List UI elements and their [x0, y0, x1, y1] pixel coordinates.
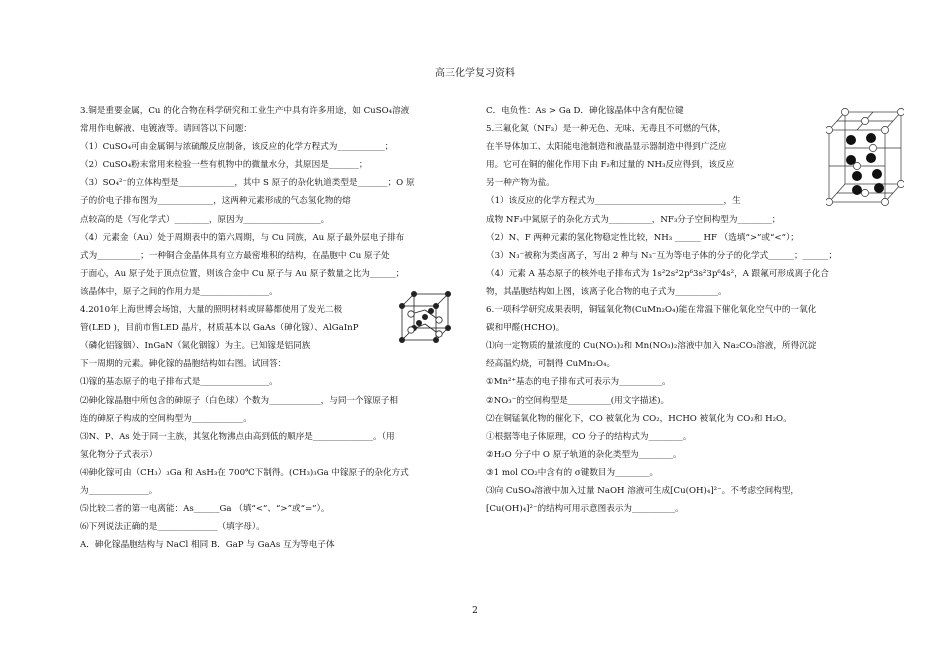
text-line: 点较高的是（写化学式）________，原因为__________________。 [80, 214, 330, 225]
text-line: 常用作电解液、电镀液等。请回答以下问题： [80, 124, 252, 135]
text-line: ⑶N、P、As 处于同一主族，其氢化物沸点由高到低的顺序是______________。（用 [80, 431, 395, 442]
text-line: （3）N₃⁻被称为类卤离子，写出 2 种与 N₃⁻互为等电子体的分子的化学式______；______； [486, 250, 837, 261]
text-line: 氢化物分子式表示） [80, 449, 158, 460]
text-line: ⑵在铜锰氧化物的催化下，CO 被氧化为 CO₂，HCHO 被氧化为 CO₂和 H₂O。 [486, 413, 792, 424]
text-line: 4.2010年上海世博会场馆，大量的照明材料或屏幕都使用了发光二极 [80, 305, 343, 316]
text-line: （1）CuSO₄可由金属铜与浓硫酸反应制备，该反应的化学方程式为___________； [80, 142, 394, 153]
gaas-crystal-cell-figure [398, 290, 452, 346]
text-line: 于面心，Au 原子处于顶点位置，则该合金中 Cu 原子与 Au 原子数量之比为______； [80, 268, 405, 279]
text-line: 用。它可在铜的催化作用下由 F₂和过量的 NH₃反应得到，该反应 [486, 160, 735, 171]
right-column [486, 102, 878, 518]
text-line: 6.一项科学研究成果表明，铜锰氧化物(CuMn₂O₄)能在常温下催化氧化空气中的一氧化 [486, 305, 817, 316]
text-line: 连的砷原子构成的空间构型为____________。 [80, 413, 252, 424]
text-line: （磷化铝镓铟）、InGaN（氮化铟镓）为主。已知镓是铝同族 [80, 341, 311, 352]
text-line: ⑹下列说法正确的是______________（填字母）。 [80, 522, 265, 533]
text-line: ①Mn²⁺基态的电子排布式可表示为__________。 [486, 377, 671, 388]
text-line: （2）CuSO₄粉末常用来检验一些有机物中的微量水分，其原因是_______； [80, 160, 368, 171]
text-line: （4）元素金（Au）处于周期表中的第六周期，与 Cu 同族，Au 原子最外层电子排布 [80, 232, 405, 243]
ionic-crystal-cell-figure [826, 108, 904, 206]
text-line: 为______________。 [80, 485, 158, 496]
text-line: ⑵砷化镓晶胞中所包含的砷原子（白色球）个数为____________，与同一个镓原子相 [80, 395, 398, 406]
text-line: ②H₂O 分子中 O 原子轨道的杂化类型为________。 [486, 449, 682, 460]
text-line: ③1 mol CO₂中含有的 σ键数目为________。 [486, 467, 659, 478]
text-line: ⑴向一定物质的量浓度的 Cu(NO₃)₂和 Mn(NO₃)₂溶液中加入 Na₂CO₃溶液，所得沉淀 [486, 341, 817, 352]
text-line: 另一种产物为盐。 [486, 178, 555, 189]
text-line: ⑷砷化镓可由（CH₃）₃Ga 和 AsH₃在 700℃下制得。(CH₃)₃Ga 中镓原子的杂化方式 [80, 467, 409, 478]
text-line: ①根据等电子体原理，CO 分子的结构式为________。 [486, 431, 692, 442]
text-line: A．砷化镓晶胞结构与 NaCl 相同 B．GaP 与 GaAs 互为等电子体 [80, 540, 335, 551]
text-line: 物，其晶胞结构如上图，该离子化合物的电子式为__________。 [486, 286, 727, 297]
page-number: 2 [472, 606, 478, 616]
text-line: 该晶体中，原子之间的作用力是________________。 [80, 286, 278, 297]
text-line: 式为__________；一种铜合金晶体具有立方最密堆积的结构，在晶胞中 Cu 原子处 [80, 250, 390, 261]
text-line: 经高温灼烧，可制得 CuMn₂O₄。 [486, 359, 616, 370]
text-line: （3）SO₄²⁻的立体构型是_____________，其中 S 原子的杂化轨道类型是_______；O 原 [80, 178, 415, 189]
text-line: 下一周期的元素。砷化镓的晶胞结构如右图。试回答： [80, 359, 287, 370]
text-line: （2）N、F 两种元素的氢化物稳定性比较，NH₃ ______ HF （选填“>”或“<”）； [486, 232, 799, 243]
text-line: ⑴镓的基态原子的电子排布式是________________。 [80, 377, 278, 388]
text-line: 3.铜是重要金属，Cu 的化合物在科学研究和工业生产中具有许多用途，如 CuSO₄溶液 [80, 106, 410, 116]
text-line: 管(LED )，目前市售LED 晶片，材质基本以 GaAs（砷化镓）、AlGaInP [80, 323, 359, 334]
text-line: （4）元素 A 基态原子的核外电子排布式为 1s²2s²2p⁶3s²3p⁶4s²，A 跟氟可形成离子化合 [486, 268, 829, 279]
text-line: 碳和甲醛(HCHO)。 [486, 323, 565, 334]
text-line: （1）该反应的化学方程式为______________________________，生 [486, 196, 741, 207]
text-line: ⑸比较二者的第一电离能：As______Ga （填“<”、“>”或“=”）。 [80, 504, 330, 515]
text-line: 在半导体加工、太阳能电池制造和液晶显示器制造中得到广泛应 [486, 142, 727, 153]
text-line: 5.三氟化氮（NF₃）是一种无色、无味、无毒且不可燃的气体， [486, 124, 726, 135]
text-line: 成物 NF₃中氮原子的杂化方式为__________，NF₃分子空间构型为________； [486, 214, 781, 225]
text-line: 子的价电子排布图为_____________，这两种元素形成的气态氢化物的熔 [80, 196, 351, 207]
text-line: C．电负性：As > Ga D．砷化镓晶体中含有配位键 [486, 106, 684, 116]
text-line: [Cu(OH)₄]²⁻的结构可用示意图表示为__________。 [486, 504, 684, 515]
page-title: 高三化学复习资料 [435, 68, 515, 79]
text-line: ⑶向 CuSO₄溶液中加入过量 NaOH 溶液可生成[Cu(OH)₄]²⁻。不考虑空间构型， [486, 485, 800, 496]
text-line: ②NO₃⁻的空间构型是__________(用文字描述)。 [486, 395, 670, 406]
